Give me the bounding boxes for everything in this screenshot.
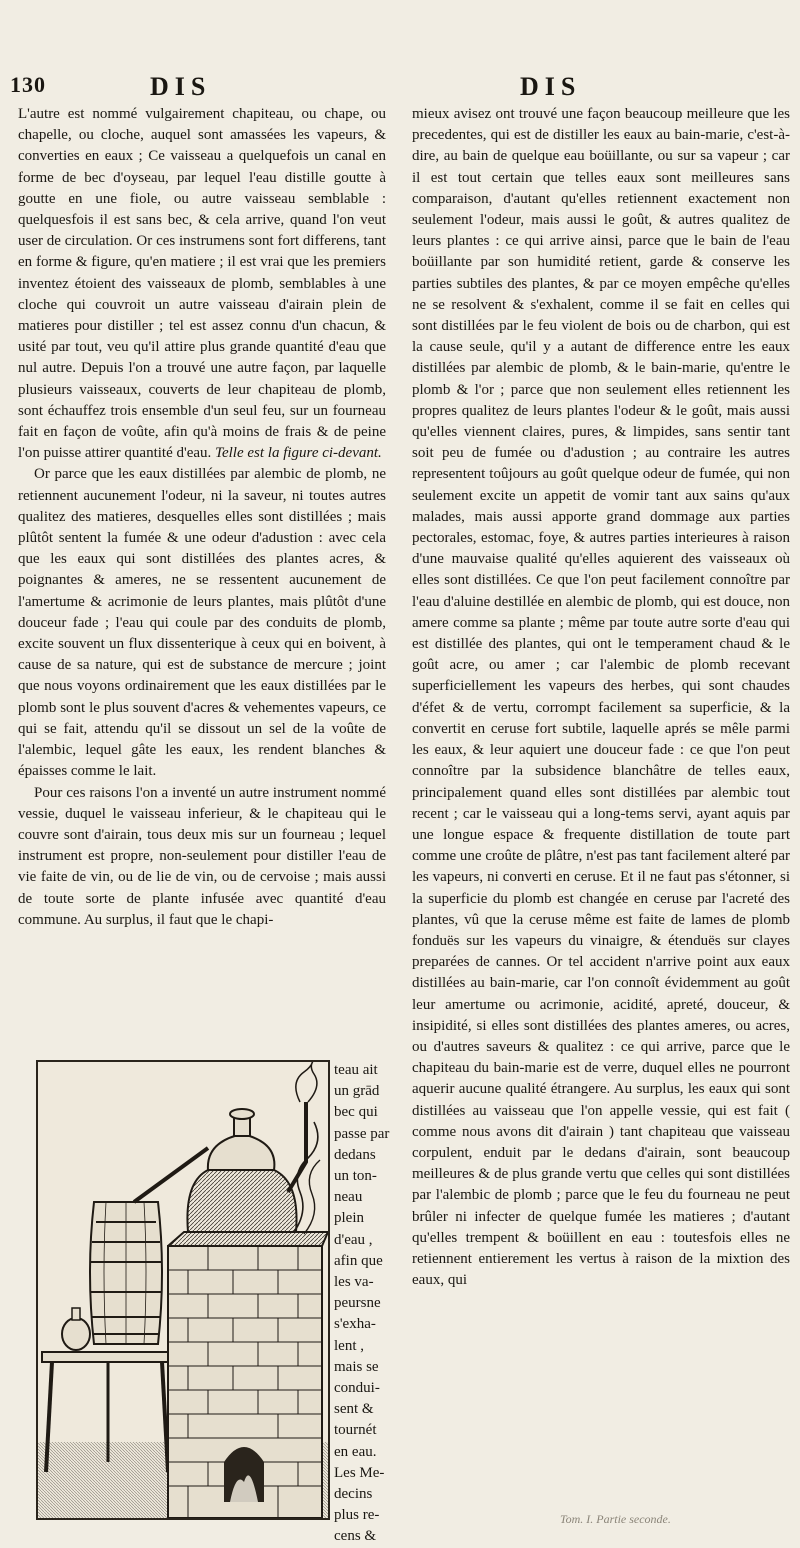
wrap-line: peursne [334,1295,381,1312]
wrap-line: s'exha- [334,1316,376,1333]
wrap-line: neau [334,1189,363,1206]
still-woodcut-figure [36,1060,330,1520]
left-paragraph [18,104,386,464]
wrap-line: un ton- [334,1168,377,1185]
wrap-line: condui- [334,1380,380,1397]
wrap-line: d'eau , [334,1231,373,1248]
paragraph-text: Pour ces raisons l'on a inventé un autre instrument nommé vessie, duquel le vaisseau inferieur, & le chapiteau qui le couvre sont d'airain, tous deux mis sur un fourneau ; lequel instrument est propre, non-seulement pour distiller l'eau de vie faite de vin, ou de lie de vin, ou de cervoise ; mais aussi de toute sorte de plante infusée avec quantité d'eau commune. Au surplus, il faut que le chapi- [18,784,386,928]
still-woodcut-icon [38,1062,328,1518]
page-number: 130 [10,72,46,97]
running-head-right: DIS [520,72,582,101]
wrap-line: passe par [334,1125,390,1142]
wrap-line: un grād [334,1083,380,1100]
wrap-line: bec qui [334,1104,378,1121]
paragraph-text: Or parce que les eaux distillées par alembic de plomb, ne retiennent aucunement l'odeur, ni la saveur, ni toutes autres qualitez des matieres, desquelles elles sont distillées ; mais plûtôt sentent la fumée & une odeur d'adustion : avec cela que les eaux qui sont distillées des plantes acres, & poignantes & ameres, ne se ressentent aucunement de l'amertume & acrimonie de leurs plantes, mais plûtôt d'une douceur fade ; l'eau qui coule par des conduits de plomb, excite souvent un flux dissenterique à ceux qui en boivent, à cause de sa nature, qui est de substance de mercure ; joint que nous voyons ordinairement que les eaux distillées par le plomb sont le plus souvent d'acres & vehementes vapeurs, ce qui se fait, attendu qu'il se dissout un sel de la voûte de l'alembic, lequel gâte les eaux, les rendent blanches & épaisses comme le lait. [18,466,386,780]
wrap-line: mais se [334,1358,379,1375]
right-paragraph: mieux avisez ont trouvé une façon beaucoup meilleure que les precedentes, qui est de distiller les eaux au bain-marie, c'est-à-dire, au bain de quelque eau boüillante, ou sur sa vapeur ; car il est tout certain que telles eaux sont meilleures sans comparaison, d'autant qu'elles retiennent exactement non seulement l'odeur, mais aussi le goût, & autres qualitez de leurs plantes : ce qui arrive ainsi, parce que le bain de l'eau boüillante par son humidité retient, garde & conserve les parties subtiles des plantes, & par ce moyen empêche qu'elles ne se resolvent & s'exhalent, comme il se fait en celles qui sont distillées par le feu violent de bois ou de charbon, qui est la cause seule, qu'il y a autant de difference entre les eaux distillées par alembic de plomb, & le bain-marie, qu'entre le plomb & l'or ; parce que non seulement elles retiennent les propres qualitez de leurs plantes l'odeur & le goût, mais aussi qu'elles viennent claires, pures, & limpides, sans sentir tant soit peu de fumée ou d'adustion ; au contraire les autres representent toûjours au goût quelque odeur de fumée, qui non seulement excite un appetit de vomir tant aux sains qu'aux malades, mais aussi apporte grand dommage aux parties pectorales, estomac, foye, & autres parties interieures à raison d'une mauvaise qualité qu'elles aquierent des vaisseaux où elles sont distillées. Ce que l'on peut facilement connoître par l'eau d'aluine destillée en alembic de plomb, qui est douce, non amere comme sa plante ; même par toute autre sorte d'eau qui est distillée des plantes, qui ont le temperament chaud & le goût acre, ou amer ; car l'alembic de plomb recevant superficiellement les vapeurs des herbes, qui sont chaudes d'éfet & de vertu, corrompt facilement sa superficie, & la convertit en ceruse fort subtile, laquelle aprés se mêle parmi les eaux, & leur aquiert une douceur fade : ce que l'on peut connoître par la subsidence blanchâtre de telles eaux, principalement quand elles sont distillées par alembic tout recent ; car le vaisseau qui a long-tems servi, ayant aquis par une longue espace & frequente distillation de toute part comme une croûte de plâtre, n'est pas tant facilement alteré par les vapeurs, ni converti en ceruse. Et il ne faut pas s'étonner, si la superficie du plomb est changée en ceruse par l'acreté des plantes, vû que la ceruse même est faite de lames de plomb fonduës sur les vapeurs du vinaigre, & étenduës sur clayes preparées de cannes. Or tel accident n'arrive point aux eaux distillées au bain-marie, car l'on connoît évidemment au goût leur amertume ou acrimonie, acidité, apreté, douceur, & insipidité, si elles sont distillées des plantes ameres, ou acres, ou d'autres saveurs & qualitez : ce qui arrive, parce que le chapiteau du bain-marie est de verre, duquel elles ne pourront aquerir aucune qualité étrangere. Au surplus, les eaux qui sont distillées au vaisseau que l'on appelle vessie, qui est fait ( comme nous avons dit d'airain ) tant chapiteau que vaisseau corpulent, enduit par le dedans d'airain, sont beaucoup meilleures & de plus grande vertu que celles qui sont distillées par l'alembic de plomb ; parce que le feu du fourneau ne peut brûler ni infecter de quelque fumée les matieres ; d'autant qu'elles trempent & boüillent en eau : toutesfois elles ne retiennent entierement les vertus à raison de la mixtion des eaux, qui [412,106,790,1289]
wrap-line: lent , [334,1337,364,1354]
wrap-line: decins [334,1486,373,1503]
paragraph-text: L'autre est nommé vulgairement chapiteau, ou chape, ou chapelle, ou cloche, auquel sont amassées les vapeurs, & converties en eaux ; Ce vaisseau a quelquefois un canal en forme de bec d'oyseau, par lequel l'eau distille goutte à goutte en une fiole, ou autre vaisseau semblable : quelquesfois il est sans bec, & cela arrive, quand l'on veut user de circulation. Or ces instrumens sont fort differens, tant en forme & figure, qu'en matiere ; il est vrai que les premiers inventez étoient des vaisseaux de plomb, semblables à une cloche qui couvroit un autre vaisseau d'airain plein de matieres pour distiller ; tel est assez connu d'un chacun, & usité par tout, veu qu'il attire plus grande quantité d'eau que nul autre. Depuis l'on a trouvé une autre façon, par laquelle plusieurs vaisseaux, couverts de leur chapiteau de plomb, sont échauffez trois ensemble d'un seul feu, sur un fourneau fait en façon de voûte, afin qu'à moins de frais & de peine l'on puisse attirer quantité d'eau. [18,106,386,462]
running-head-left: DIS [150,72,212,101]
wrap-line: les va- [334,1274,374,1291]
wrap-line: tournét [334,1422,377,1439]
wrap-line: plein [334,1210,364,1227]
wrap-line: cens & [334,1528,377,1545]
wrap-line: plus re- [334,1507,380,1524]
wrap-line: en eau. [334,1443,377,1460]
wrap-line: Les Me- [334,1464,385,1481]
left-paragraph [18,783,386,931]
right-column [412,104,790,1291]
corner-note: Tom. I. Partie seconde. [560,1512,671,1526]
wrap-line: dedans [334,1146,376,1163]
left-paragraph [18,464,386,782]
left-column [18,104,386,931]
figure-wrap-text [334,1060,394,1548]
wrap-line: sent & [334,1401,374,1418]
italic-text: Telle est la figure ci-devant. [215,445,382,462]
wrap-line: teau ait [334,1062,378,1078]
wrap-line: afin que [334,1252,383,1269]
